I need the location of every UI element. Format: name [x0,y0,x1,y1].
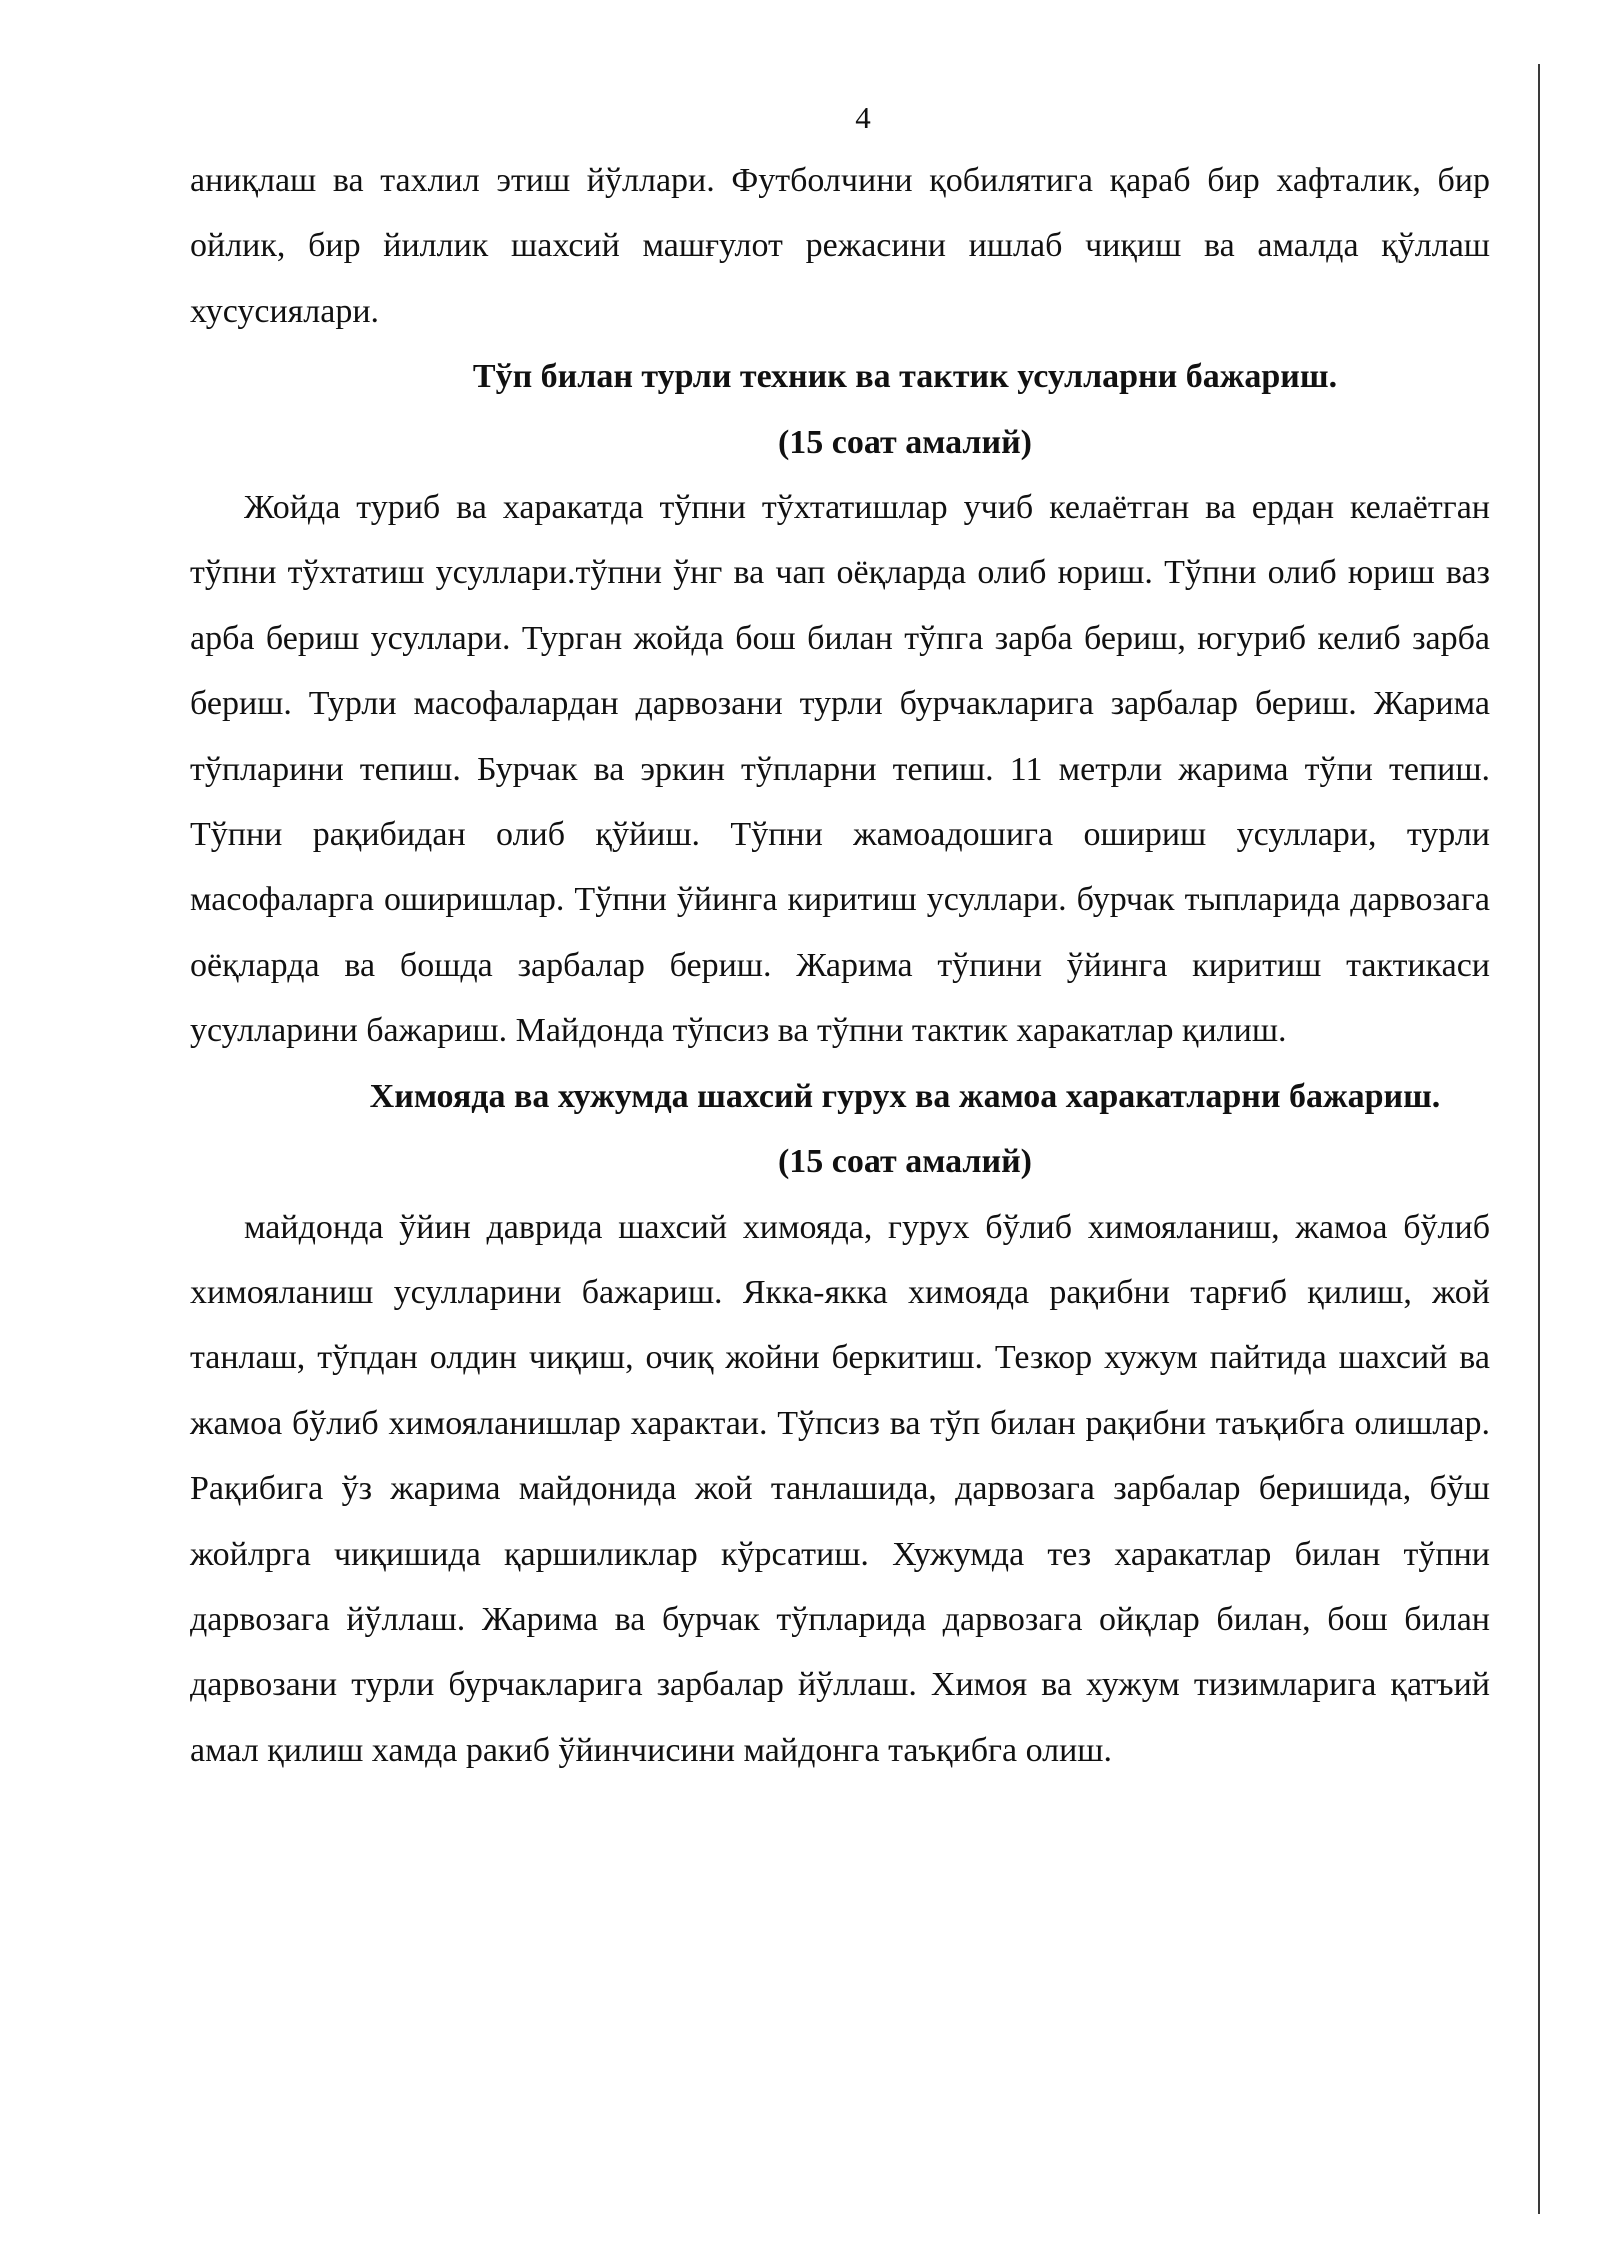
intro-paragraph: аниқлаш ва тахлил этиш йўллари. Футболчини қобилятига қараб бир хафталик, бир ойлик, бир йиллик шахсий машғулот режасини ишлаб чиқиш ва амалда қўллаш хусусиялари. [190,162,1490,330]
section-1-body: Жойда туриб ва харакатда тўпни тўхтатишлар учиб келаётган ва ердан келаётган тўпни тўхтатиш усуллари.тўпни ўнг ва чап оёқларда олиб юриш. Тўпни олиб юриш ваз арба бериш усуллари. Турган жойда бош билан тўпга зарба бериш, югуриб келиб зарба бериш. Турли масофалардан дарвозани турли бурчакларига зарбалар бериш. Жарима тўпларини тепиш. Бурчак ва эркин тўпларни тепиш. 11 метрли жарима тўпи тепиш. Тўпни рақибидан олиб қўйиш. Тўпни жамоадошига ошириш усуллари, турли масофаларга оширишлар. Тўпни ўйинга киритиш усуллари. бурчак тыпларида дарвозага оёқларда ва бошда зарбалар бериш. Жарима тўпини ўйинга киритиш тактикаси усулларини бажариш. Майдонда тўпсиз ва тўпни тактик харакатлар қилиш. [190,489,1490,1050]
section-1-hours: (15 соат амалий) [777,423,1033,461]
page-number: 4 [855,100,871,135]
document-body [190,148,1490,1783]
section-2-hours: (15 соат амалий) [777,1143,1033,1181]
section-2-title: Химояда ва хужумда шахсий гурух ва жамоа харакатларни бажариш. [369,1077,1441,1115]
section-1-title: Тўп билан турли техник ва тактик усулларни бажариш. [472,358,1338,396]
page-right-border-line [1538,64,1540,2214]
section-2-body: майдонда ўйин даврида шахсий химояда, гурух бўлиб химояланиш, жамоа бўлиб химояланиш усулларини бажариш. Якка-якка химояда рақибни тарғиб қилиш, жой танлаш, тўпдан олдин чиқиш, очиқ жойни беркитиш. Тезкор хужум пайтида шахсий ва жамоа бўлиб химояланишлар характаи. Тўпсиз ва тўп билан рақибни таъқибга олишлар. Рақибига ўз жарима майдонида жой танлашида, дарвозага зарбалар беришида, бўш жойлрга чиқишида қаршиликлар кўрсатиш. Хужумда тез харакатлар билан тўпни дарвозага йўллаш. Жарима ва бурчак тўпларида дарвозага ойқлар билан, бош билан дарвозани турли бурчакларига зарбалар йўллаш. Химоя ва хужум тизимларига қатъий амал қилиш хамда ракиб ўйинчисини майдонга таъқибга олиш. [190,1208,1490,1769]
